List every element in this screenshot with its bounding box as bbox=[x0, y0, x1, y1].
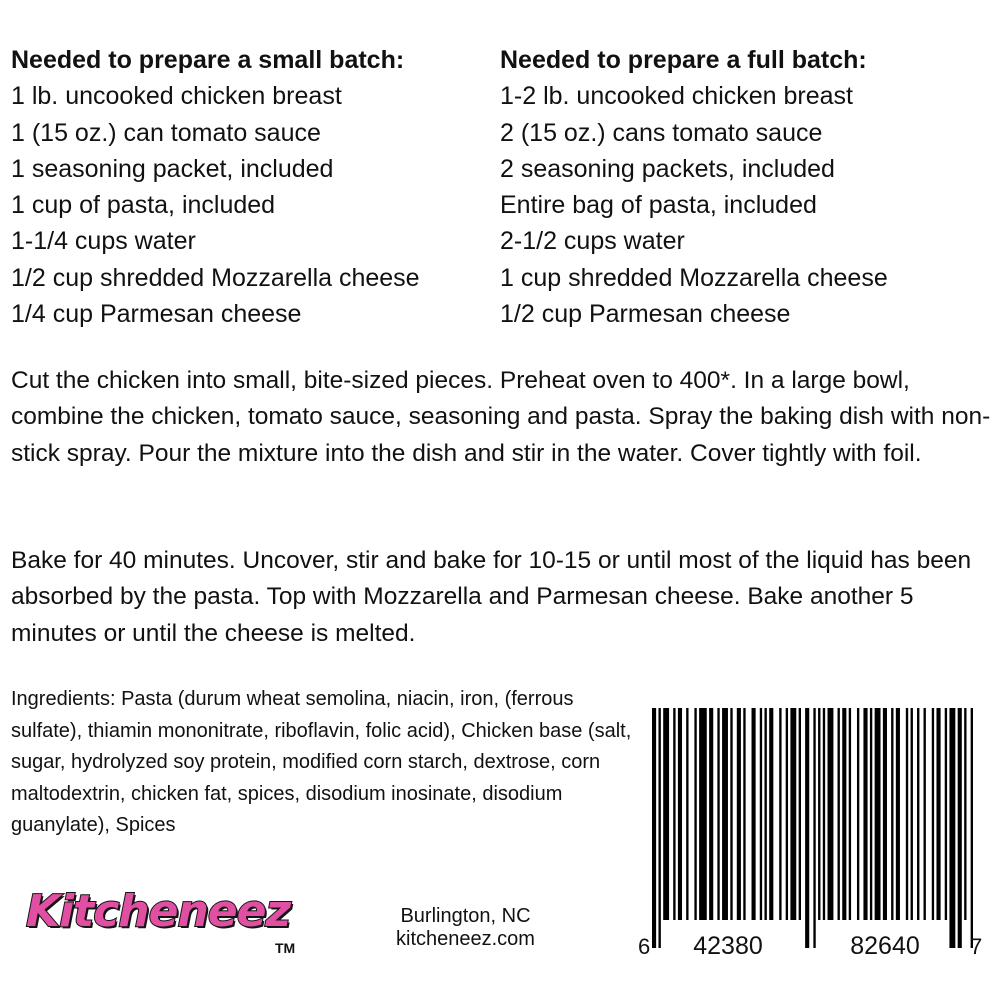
barcode-bar bbox=[945, 708, 947, 920]
barcode-digit-right: 7 bbox=[970, 934, 983, 959]
list-item: 1-1/4 cups water bbox=[11, 227, 196, 256]
list-item: 1 lb. uncooked chicken breast bbox=[11, 82, 342, 111]
directions-paragraph-bake: Bake for 40 minutes. Uncover, stir and bake for 10-15 or until most of the liquid has been absorbed by the pasta. Top with Mozzarella and Parmesan cheese. Bake another 5 minutes or until the cheese is melted. bbox=[11, 547, 972, 647]
barcode-bar bbox=[709, 708, 713, 920]
barcode-bar bbox=[971, 708, 973, 948]
barcode-bar bbox=[658, 708, 660, 948]
barcode-bar bbox=[730, 708, 732, 920]
barcode-bar bbox=[870, 708, 872, 920]
barcode-group-right: 82640 bbox=[850, 932, 920, 960]
barcode-bar bbox=[842, 708, 846, 920]
barcode-bar bbox=[911, 708, 913, 920]
barcode-bar bbox=[823, 708, 825, 920]
list-item: 1/2 cup Parmesan cheese bbox=[500, 300, 791, 329]
list-item: 2 (15 oz.) cans tomato sauce bbox=[500, 118, 823, 147]
barcode-bar bbox=[686, 708, 688, 920]
barcode-bar bbox=[743, 708, 745, 920]
barcode-bar bbox=[737, 708, 741, 920]
list-item: 1 seasoning packet, included bbox=[11, 154, 334, 183]
barcode-bar bbox=[875, 708, 881, 920]
full-batch-list bbox=[500, 78, 888, 332]
barcode-bar bbox=[891, 708, 893, 920]
list-item: 1 cup of pasta, included bbox=[11, 191, 276, 220]
list-item: 1 (15 oz.) can tomato sauce bbox=[11, 118, 321, 147]
barcode-bar bbox=[838, 708, 840, 920]
barcode-bar bbox=[678, 708, 682, 920]
barcode-bar bbox=[652, 708, 656, 948]
barcode-bar bbox=[828, 708, 834, 920]
small-batch-section bbox=[11, 42, 420, 332]
barcode-bar bbox=[752, 708, 756, 920]
list-item: Entire bag of pasta, included bbox=[500, 191, 817, 220]
full-batch-heading: Needed to prepare a full batch: bbox=[500, 46, 867, 74]
barcode-bar bbox=[964, 708, 966, 920]
barcode-bar bbox=[924, 708, 926, 920]
barcode-bar bbox=[932, 708, 934, 920]
company-address bbox=[396, 905, 535, 951]
barcode-bar bbox=[663, 708, 669, 920]
list-item: 1/2 cup shredded Mozzarella cheese bbox=[11, 263, 420, 292]
barcode-bar bbox=[883, 708, 887, 920]
barcode-digit-left: 6 bbox=[638, 934, 651, 959]
company-location: Burlington, NC bbox=[400, 905, 531, 927]
barcode-bar bbox=[799, 708, 801, 920]
barcode-bar bbox=[694, 708, 696, 920]
barcode-bar bbox=[805, 708, 809, 948]
barcode-bar bbox=[936, 708, 940, 920]
trademark-symbol: TM bbox=[275, 940, 296, 956]
barcode-bar bbox=[722, 708, 728, 920]
barcode-bar bbox=[863, 708, 867, 920]
barcode-bar bbox=[906, 708, 908, 920]
list-item: 1/4 cup Parmesan cheese bbox=[11, 300, 302, 329]
barcode-bar bbox=[818, 708, 820, 920]
barcode-bar bbox=[786, 708, 788, 920]
barcode-bar bbox=[849, 708, 851, 920]
barcode-graphic bbox=[640, 708, 990, 958]
kitcheneez-logo: Kitcheneez bbox=[26, 886, 291, 937]
barcode-bar bbox=[717, 708, 719, 920]
list-item: 1 cup shredded Mozzarella cheese bbox=[500, 263, 888, 292]
barcode-bar bbox=[779, 708, 781, 920]
list-item: 2 seasoning packets, included bbox=[500, 154, 835, 183]
company-website: kitcheneez.com bbox=[396, 928, 535, 950]
list-item: 1-2 lb. uncooked chicken breast bbox=[500, 82, 853, 111]
barcode-bar bbox=[857, 708, 859, 920]
barcode-bar bbox=[958, 708, 962, 948]
ingredients-list: Ingredients: Pasta (durum wheat semolina, niacin, iron, (ferrous sulfate), thiamin mononitrate, riboflavin, folic acid), Chicken base (salt, sugar, hydrolyzed soy protein, modified corn starch, dextrose, corn maltodextrin, chicken fat, spices, disodium inosinate, disodium guanylate), Spices bbox=[11, 688, 632, 836]
barcode-bar bbox=[790, 708, 796, 920]
full-batch-section bbox=[500, 42, 888, 332]
barcode-bar bbox=[769, 708, 773, 920]
barcode-group-left: 42380 bbox=[693, 932, 763, 960]
barcode-bar bbox=[699, 708, 707, 920]
small-batch-list bbox=[11, 78, 420, 332]
small-batch-heading: Needed to prepare a small batch: bbox=[11, 46, 405, 74]
barcode-bar bbox=[813, 708, 815, 948]
barcode-bar bbox=[917, 708, 919, 920]
list-item: 2-1/2 cups water bbox=[500, 227, 685, 256]
upc-barcode bbox=[640, 708, 990, 958]
barcode-bar bbox=[760, 708, 762, 920]
directions-paragraph-prep: Cut the chicken into small, bite-sized pieces. Preheat oven to 400*. In a large bowl, combine the chicken, tomato sauce, seasoning and pasta. Spray the baking dish with non-stick spray. Pour the mixture into the dish and stir in the water. Cover tightly with foil. bbox=[11, 367, 991, 467]
barcode-bar bbox=[673, 708, 675, 920]
barcode-bar bbox=[949, 708, 955, 948]
barcode-bar bbox=[896, 708, 900, 920]
barcode-bar bbox=[764, 708, 766, 920]
